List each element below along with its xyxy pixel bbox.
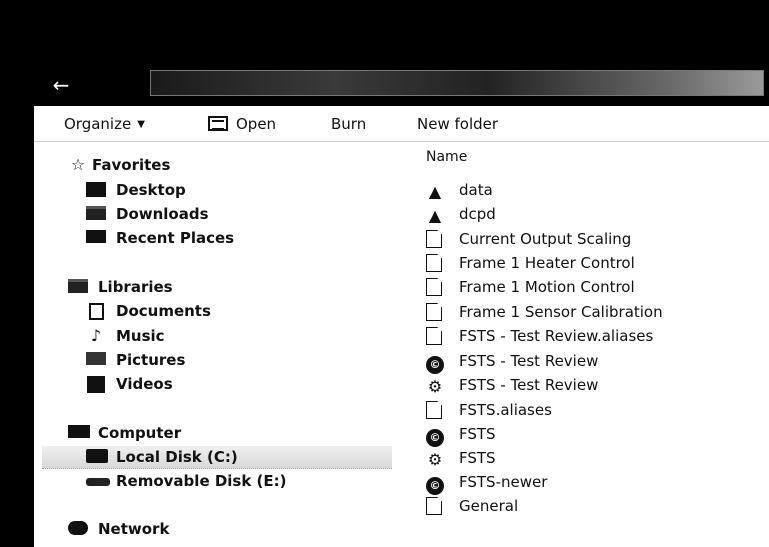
organize-button[interactable] (64, 114, 145, 134)
network-icon (68, 521, 88, 537)
file-name: Frame 1 Motion Control (459, 278, 635, 296)
nav-pictures-label: Pictures (116, 351, 186, 369)
command-bar (34, 106, 769, 142)
videos-icon (86, 376, 106, 392)
star-icon: ☆ (70, 155, 86, 174)
document-icon (426, 254, 446, 272)
recent-places-icon (86, 230, 106, 246)
music-note-icon: ♪ (90, 326, 102, 345)
nav-network-label: Network (98, 520, 170, 538)
new-folder-button[interactable] (417, 114, 498, 134)
nav-removable-disk-label: Removable Disk (E:) (116, 472, 287, 490)
navigation-pane (34, 142, 404, 547)
file-name: FSTS - Test Review (459, 352, 599, 370)
desktop-icon (86, 182, 106, 198)
document-icon (426, 327, 446, 345)
gear-document-icon: ⚙ (427, 377, 443, 396)
nav-documents-label: Documents (116, 302, 211, 320)
downloads-folder-icon (86, 206, 106, 222)
document-icon (426, 278, 446, 296)
name-column-header[interactable]: Name (426, 149, 468, 165)
nav-downloads-label: Downloads (116, 205, 209, 223)
main-panel (34, 106, 769, 547)
file-name: FSTS - Test Review.aliases (459, 327, 654, 345)
nav-music-label: Music (116, 327, 165, 345)
file-name: FSTS.aliases (459, 401, 552, 419)
back-button[interactable] (44, 74, 78, 96)
chevron-down-icon: ▼ (137, 119, 145, 130)
folder-icon: ▲ (428, 182, 442, 201)
file-name: dcpd (459, 205, 496, 223)
nav-recent-places-label: Recent Places (116, 229, 235, 247)
file-name: General (459, 497, 519, 515)
pictures-icon (86, 352, 106, 368)
nav-favorites-label: Favorites (92, 156, 171, 174)
nav-videos-label: Videos (116, 375, 173, 393)
nav-desktop-label: Desktop (116, 181, 186, 199)
file-name: FSTS (459, 449, 496, 467)
file-name: Current Output Scaling (459, 230, 632, 248)
nav-local-disk[interactable] (42, 446, 392, 469)
file-list (414, 142, 769, 547)
burn-button[interactable] (331, 114, 366, 134)
nav-local-disk-label: Local Disk (C:) (116, 448, 238, 466)
nav-computer-label: Computer (98, 424, 182, 442)
file-name: Frame 1 Heater Control (459, 254, 635, 272)
app-icon: © (426, 352, 446, 370)
file-name: FSTS-newer (459, 473, 548, 491)
document-icon (426, 497, 446, 515)
file-name: data (459, 181, 493, 199)
title-bar (0, 0, 769, 62)
removable-disk-icon (86, 473, 106, 489)
back-arrow-icon: ← (52, 73, 70, 97)
organize-label: Organize (64, 115, 132, 133)
nav-libraries-label: Libraries (98, 278, 173, 296)
file-name: Frame 1 Sensor Calibration (459, 303, 663, 321)
document-icon (426, 401, 446, 419)
folder-icon: ▲ (428, 206, 442, 225)
new-folder-label: New folder (417, 115, 499, 133)
open-icon (208, 116, 228, 131)
open-button[interactable] (208, 114, 276, 134)
gear-document-icon: ⚙ (427, 450, 443, 469)
local-disk-icon (86, 449, 106, 465)
computer-icon (68, 425, 88, 441)
address-bar[interactable] (150, 70, 764, 96)
app-icon: © (426, 473, 446, 491)
app-icon: © (426, 425, 446, 443)
open-label: Open (236, 115, 277, 133)
libraries-icon (68, 279, 88, 295)
document-icon (426, 303, 446, 321)
documents-icon (86, 303, 106, 319)
burn-label: Burn (331, 115, 367, 133)
document-icon (426, 230, 446, 248)
file-name: FSTS - Test Review (459, 376, 599, 394)
file-name: FSTS (459, 425, 496, 443)
